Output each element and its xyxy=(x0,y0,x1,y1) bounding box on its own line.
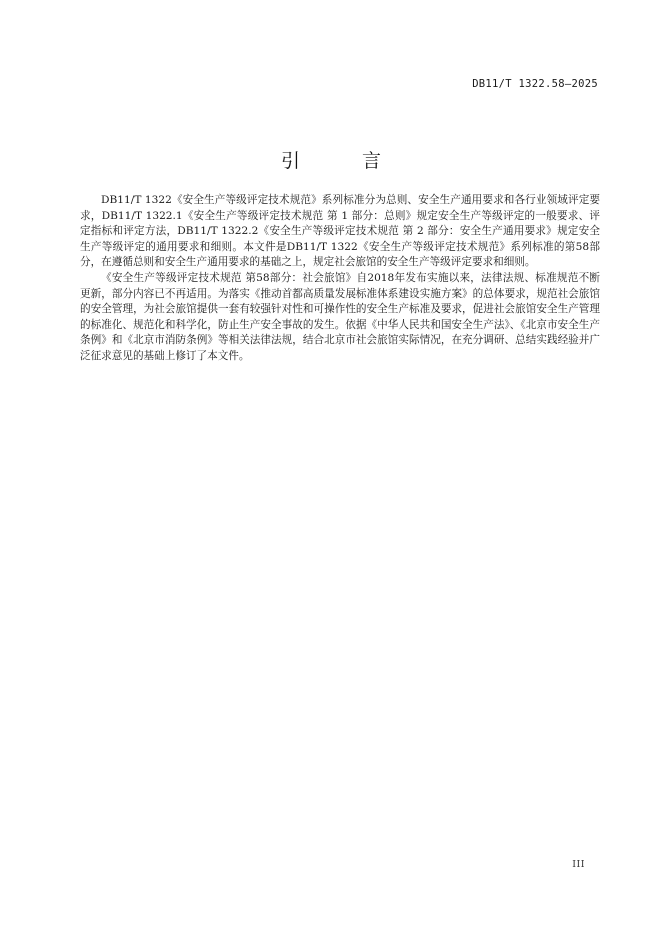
introduction-body xyxy=(80,193,600,365)
paragraph: 《安全生产等级评定技术规范 第58部分：社会旅馆》自2018年发布实施以来，法律法规、标准规范不断更新，部分内容已不再适用。为落实《推动首都高质量发展标准体系建设实施方案》的总体要求，规范社会旅馆的安全管理，为社会旅馆提供一套有较强针对性和可操作性的安全生产标准及要求，促进社会旅馆安全生产管理的标准化、规范化和科学化，防止生产安全事故的发生。依据《中华人民共和国安全生产法》、《北京市安全生产条例》和《北京市消防条例》等相关法律法规，结合北京市社会旅馆实际情况，在充分调研、总结实践经验并广泛征求意见的基础上修订了本文件。 xyxy=(80,271,600,362)
document-code: DB11/T 1322.58—2025 xyxy=(472,78,598,90)
page-number: III xyxy=(572,859,585,870)
paragraph: DB11/T 1322《安全生产等级评定技术规范》系列标准分为总则、安全生产通用要求和各行业领域评定要求，DB11/T 1322.1《安全生产等级评定技术规范 第 1 部分：总则》规定安全生产等级评定的一般要求、评定指标和评定方法，DB11/T 1322.2《安全生产等级评定技术规范 第 2 部分：安全生产通用要求》规定安全生产等级评定的通用要求和细则。本文件是DB11/T 1322《安全生产等级评定技术规范》系列标准的第58部分，在遵循总则和安全生产通用要求的基础之上，规定社会旅馆的安全生产等级评定要求和细则。 xyxy=(80,194,600,269)
section-title: 引 言 xyxy=(280,150,410,172)
